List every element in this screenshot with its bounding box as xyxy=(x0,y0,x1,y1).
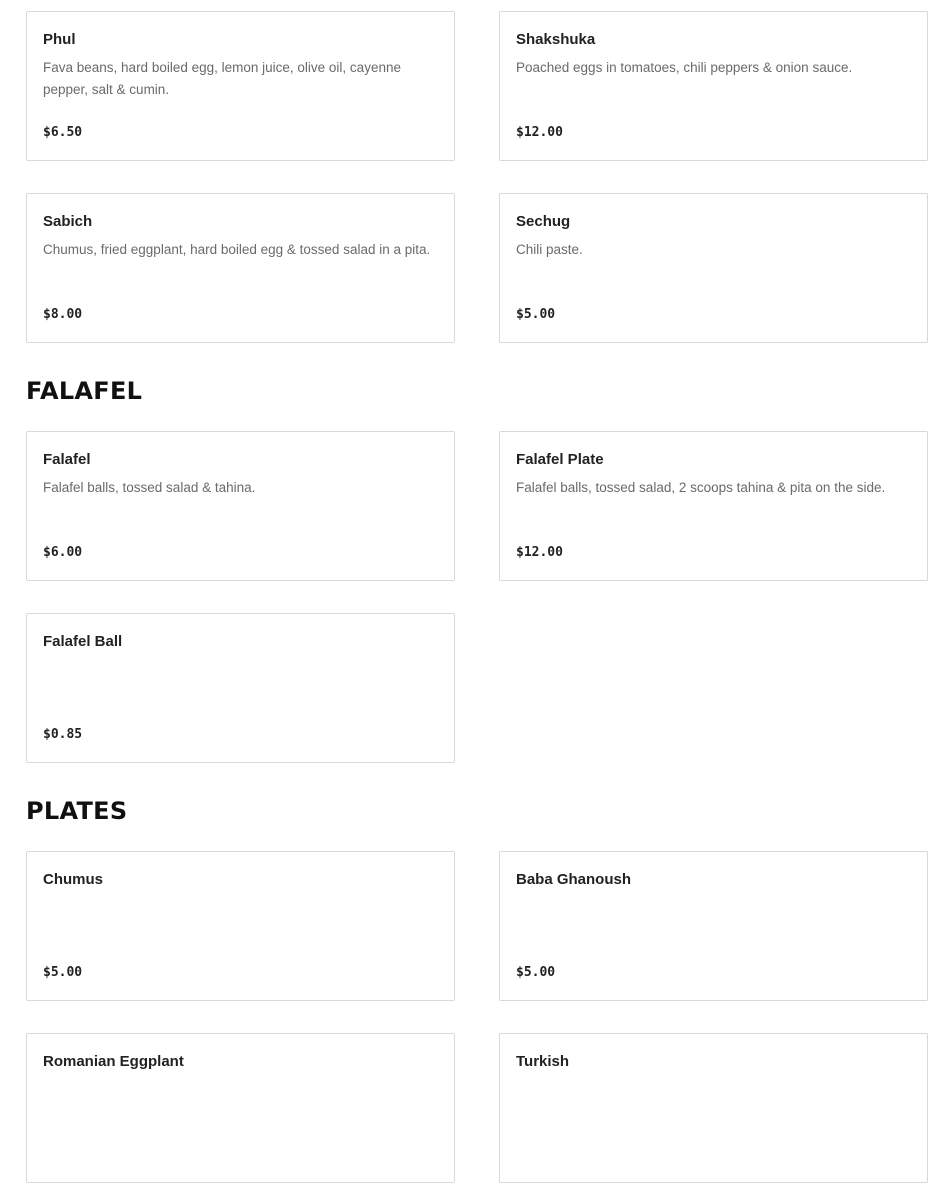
menu-item-name: Romanian Eggplant xyxy=(43,1053,184,1070)
menu-item-description: Chumus, fried eggplant, hard boiled egg & tossed salad in a pita. xyxy=(43,242,431,257)
menu-item-card-turkish[interactable] xyxy=(499,1033,928,1183)
menu-item-price: $5.00 xyxy=(516,965,556,980)
menu-item-description: Falafel balls, tossed salad, 2 scoops tahina & pita on the side. xyxy=(516,480,886,495)
menu-item-name: Turkish xyxy=(516,1053,570,1070)
menu-item-description: Poached eggs in tomatoes, chili peppers & onion sauce. xyxy=(516,60,853,75)
menu-item-card-sechug[interactable] xyxy=(499,193,928,343)
menu-item-price: $5.00 xyxy=(516,307,556,322)
menu-item-name: Falafel Plate xyxy=(516,451,604,468)
menu-item-description: Fava beans, hard boiled egg, lemon juice, olive oil, cayenne pepper, salt & cumin. xyxy=(43,60,401,97)
menu-item-description: Chili paste. xyxy=(516,242,583,257)
menu-item-card-shakshuka[interactable] xyxy=(499,11,928,161)
menu-item-card-falafel-ball[interactable] xyxy=(26,613,455,763)
menu-item-price: $12.00 xyxy=(516,125,563,140)
menu-item-name: Phul xyxy=(43,31,76,48)
menu-item-card-falafel[interactable] xyxy=(26,431,455,581)
menu-item-name: Sabich xyxy=(43,213,93,230)
menu-item-name: Baba Ghanoush xyxy=(516,871,632,888)
menu-item-name: Shakshuka xyxy=(516,31,596,48)
menu-item-price: $12.00 xyxy=(516,545,563,560)
menu-item-description: Falafel balls, tossed salad & tahina. xyxy=(43,480,256,495)
menu-item-name: Sechug xyxy=(516,213,571,230)
menu-item-card-sabich[interactable] xyxy=(26,193,455,343)
menu-item-card-phul[interactable] xyxy=(26,11,455,161)
section-heading-falafel: FALAFEL xyxy=(26,377,143,405)
menu-item-price: $5.00 xyxy=(43,965,83,980)
menu-item-price: $6.50 xyxy=(43,125,83,140)
menu-item-card-chumus[interactable] xyxy=(26,851,455,1001)
menu-item-card-baba-ghanoush[interactable] xyxy=(499,851,928,1001)
menu-item-card-romanian-eggplant[interactable] xyxy=(26,1033,455,1183)
menu-item-price: $0.85 xyxy=(43,727,83,742)
menu-item-price: $8.00 xyxy=(43,307,83,322)
section-heading-plates: PLATES xyxy=(26,797,128,825)
menu-item-name: Falafel xyxy=(43,451,91,468)
menu-item-name: Falafel Ball xyxy=(43,633,123,650)
menu-item-price: $6.00 xyxy=(43,545,83,560)
menu-item-name: Chumus xyxy=(43,871,103,888)
menu-item-card-falafel-plate[interactable] xyxy=(499,431,928,581)
